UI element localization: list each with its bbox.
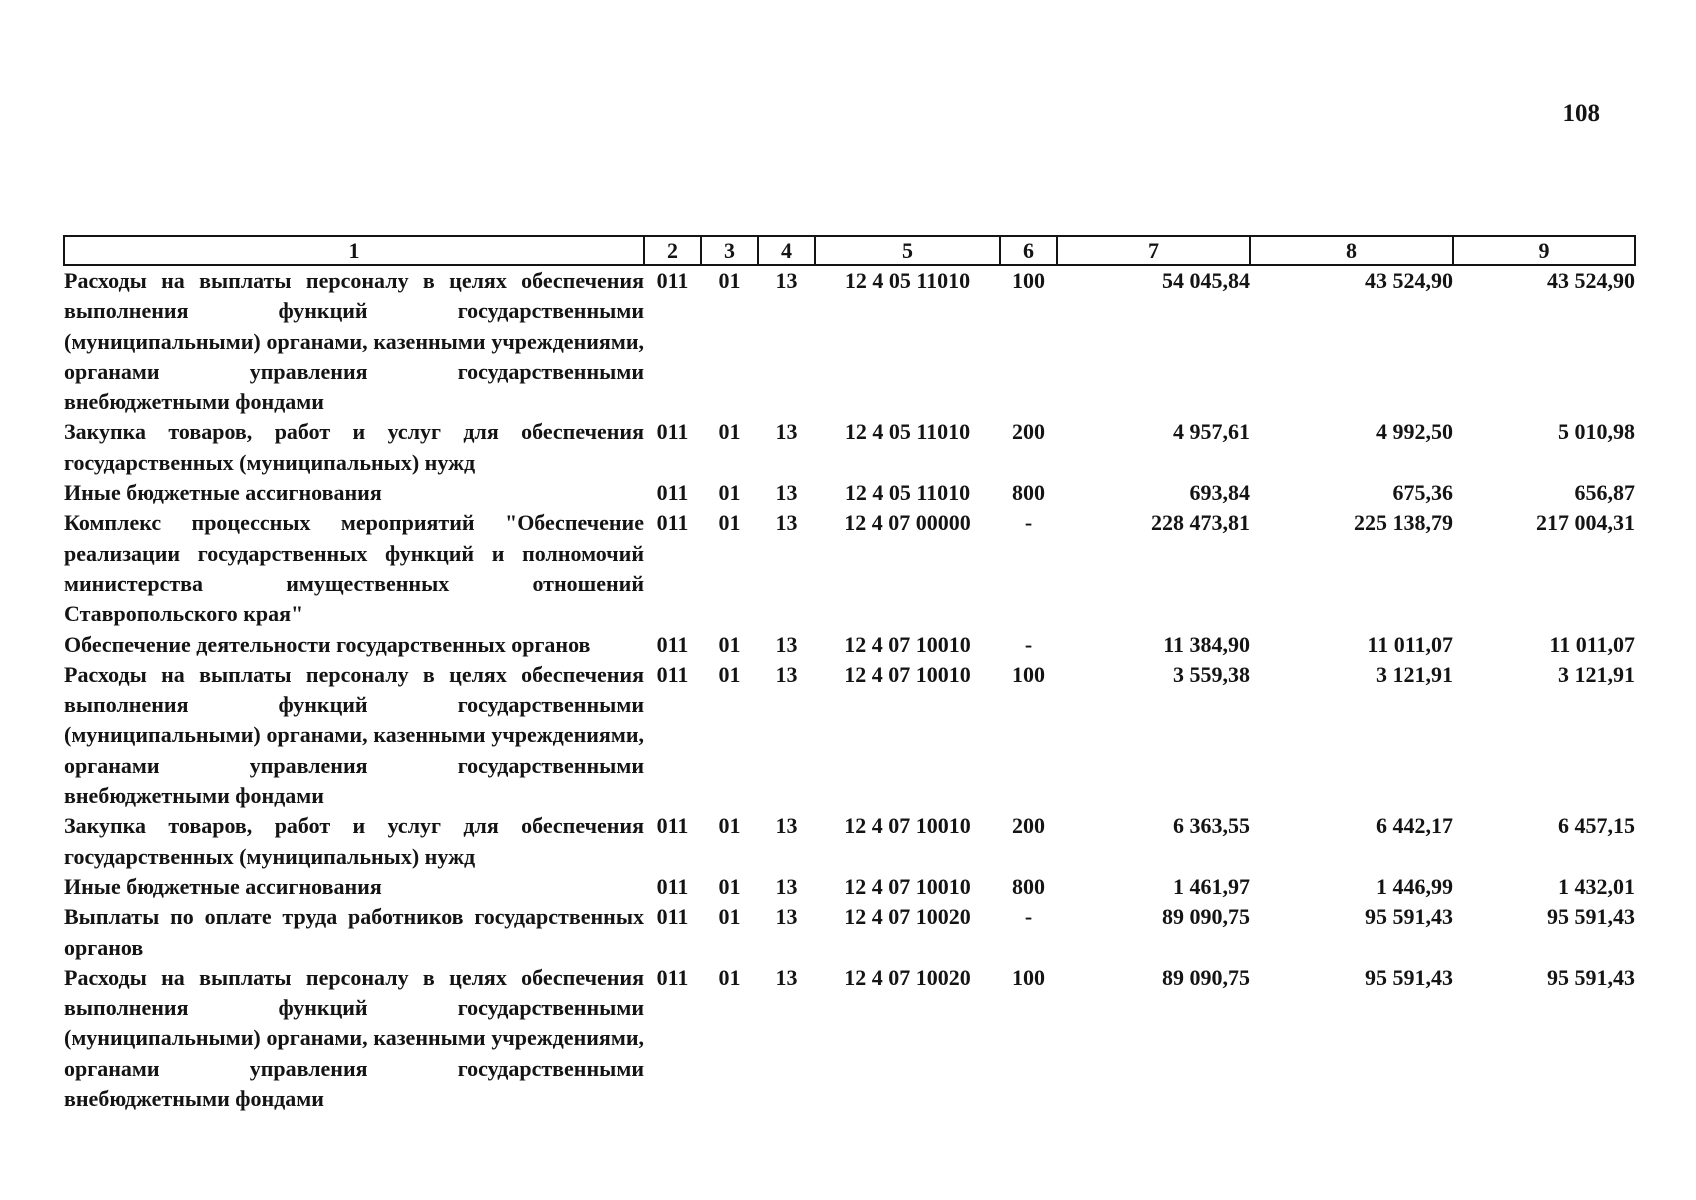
row-col9-cell: 5 010,98 [1558,419,1635,445]
row-col8-cell: 225 138,79 [1354,510,1453,536]
row-col3-cell: 01 [718,904,741,930]
row-col4-cell: 13 [775,661,798,687]
header-col-8: 8 [1250,236,1453,265]
row-col5-cell: 12 4 07 10010 [844,813,971,839]
row-col9-cell: 43 524,90 [1547,268,1635,293]
row-col2-cell: 011 [656,873,689,899]
row-col2-cell: 011 [656,661,689,687]
row-col2-cell: 011 [656,631,689,657]
header-col-4: 4 [758,236,815,265]
row-col2-cell: 011 [656,813,689,839]
row-col2-cell: 011 [656,480,689,506]
row-col6-cell: - [1024,510,1033,536]
row-col4-cell: 13 [775,813,798,839]
row-name-cell: Выплаты по оплате труда работников государственных органов [64,904,644,960]
table-row [64,811,1635,872]
header-col-3: 3 [701,236,758,265]
row-col5-cell: 12 4 07 00000 [844,510,971,536]
table-body [64,265,1635,1114]
row-col6-cell: 100 [1012,964,1045,990]
header-row [64,236,1635,265]
table-header [64,236,1635,265]
row-col5-cell: 12 4 07 10010 [844,661,971,687]
row-col8-cell: 11 011,07 [1367,631,1453,657]
row-col9-cell: 11 011,07 [1549,631,1635,657]
row-col5-cell: 12 4 07 10020 [844,904,971,930]
table-row [64,417,1635,478]
row-col8-cell: 675,36 [1392,480,1453,506]
row-col3-cell: 01 [718,873,741,899]
table-row [64,508,1635,629]
row-col7-cell: 693,84 [1189,480,1250,506]
row-col8-cell: 4 992,50 [1376,419,1453,445]
row-name-cell: Закупка товаров, работ и услуг для обеспечения государственных (муниципальных) нужд [64,419,644,475]
row-col6-cell: - [1024,904,1033,930]
row-col3-cell: 01 [718,510,741,536]
row-name-cell: Расходы на выплаты персоналу в целях обеспечения выполнения функций государственными (муниципальными) органами, казенными учреждениями, органами управления государственными внебюджетными фондами [64,964,644,1112]
row-col3-cell: 01 [718,631,741,657]
row-name-cell: Закупка товаров, работ и услуг для обеспечения государственных (муниципальных) нужд [64,813,644,869]
row-col9-cell: 1 432,01 [1558,873,1635,899]
row-col7-cell: 11 384,90 [1163,631,1250,657]
table-row [64,902,1635,963]
row-col5-cell: 12 4 07 10010 [844,631,971,657]
row-col5-cell: 12 4 07 10020 [844,964,971,990]
row-col8-cell: 6 442,17 [1376,813,1453,839]
row-col2-cell: 011 [656,419,689,445]
row-col2-cell: 011 [656,510,689,536]
row-name-cell: Иные бюджетные ассигнования [64,873,382,899]
row-col4-cell: 13 [775,268,798,293]
row-col6-cell: - [1024,631,1033,657]
row-col4-cell: 13 [775,419,798,445]
row-col3-cell: 01 [718,964,741,990]
row-col8-cell: 95 591,43 [1365,964,1453,990]
row-col5-cell: 12 4 05 11010 [844,480,971,506]
row-col9-cell: 6 457,15 [1558,813,1635,839]
row-col7-cell: 89 090,75 [1162,964,1250,990]
row-col6-cell: 100 [1012,268,1045,293]
row-col2-cell: 011 [656,904,689,930]
row-col7-cell: 228 473,81 [1151,510,1250,536]
row-col6-cell: 800 [1012,873,1045,899]
table-row [64,265,1635,417]
table-row [64,872,1635,902]
row-col8-cell: 1 446,99 [1376,873,1453,899]
row-col2-cell: 011 [656,964,689,990]
row-col8-cell: 43 524,90 [1365,268,1453,293]
header-col-6: 6 [1000,236,1057,265]
table-row [64,478,1635,508]
row-col6-cell: 200 [1012,419,1045,445]
row-col4-cell: 13 [775,631,798,657]
row-col4-cell: 13 [775,964,798,990]
row-name-cell: Расходы на выплаты персоналу в целях обеспечения выполнения функций государственными (муниципальными) органами, казенными учреждениями, органами управления государственными внебюджетными фондами [64,268,644,415]
row-col9-cell: 656,87 [1574,480,1635,506]
row-col9-cell: 95 591,43 [1547,904,1635,930]
row-col4-cell: 13 [775,904,798,930]
row-col9-cell: 217 004,31 [1536,510,1635,536]
row-col4-cell: 13 [775,873,798,899]
budget-table [63,235,1636,1114]
row-name-cell: Обеспечение деятельности государственных органов [64,631,591,657]
row-col3-cell: 01 [718,480,741,506]
row-col9-cell: 95 591,43 [1547,964,1635,990]
row-col6-cell: 200 [1012,813,1045,839]
row-col5-cell: 12 4 05 11010 [844,268,971,293]
row-name-cell: Комплекс процессных мероприятий "Обеспечение реализации государственных функций и полномочий министерства имущественных отношений Ставропольского края" [64,510,644,627]
row-col7-cell: 6 363,55 [1173,813,1250,839]
row-name-cell: Иные бюджетные ассигнования [64,480,382,506]
row-col8-cell: 3 121,91 [1376,661,1453,687]
row-col7-cell: 89 090,75 [1162,904,1250,930]
table-row [64,963,1635,1114]
row-col4-cell: 13 [775,480,798,506]
row-col3-cell: 01 [718,813,741,839]
header-col-9: 9 [1453,236,1635,265]
row-col8-cell: 95 591,43 [1365,904,1453,930]
row-col3-cell: 01 [718,419,741,445]
row-col3-cell: 01 [718,268,741,293]
row-name-cell: Расходы на выплаты персоналу в целях обеспечения выполнения функций государственными (муниципальными) органами, казенными учреждениями, органами управления государственными внебюджетными фондами [64,661,644,809]
row-col3-cell: 01 [718,661,741,687]
row-col6-cell: 100 [1012,661,1045,687]
row-col7-cell: 3 559,38 [1173,661,1250,687]
page-number: 108 [1562,100,1600,127]
header-col-7: 7 [1057,236,1250,265]
row-col5-cell: 12 4 07 10010 [844,873,971,899]
row-col2-cell: 011 [656,268,689,293]
row-col7-cell: 54 045,84 [1162,268,1250,293]
row-col9-cell: 3 121,91 [1558,661,1635,687]
row-col7-cell: 4 957,61 [1173,419,1250,445]
row-col7-cell: 1 461,97 [1173,873,1250,899]
table-row [64,630,1635,660]
table-row [64,660,1635,811]
row-col4-cell: 13 [775,510,798,536]
row-col6-cell: 800 [1012,480,1045,506]
header-col-2: 2 [644,236,701,265]
header-col-5: 5 [815,236,1000,265]
row-col5-cell: 12 4 05 11010 [844,419,971,445]
header-col-1: 1 [64,236,644,265]
